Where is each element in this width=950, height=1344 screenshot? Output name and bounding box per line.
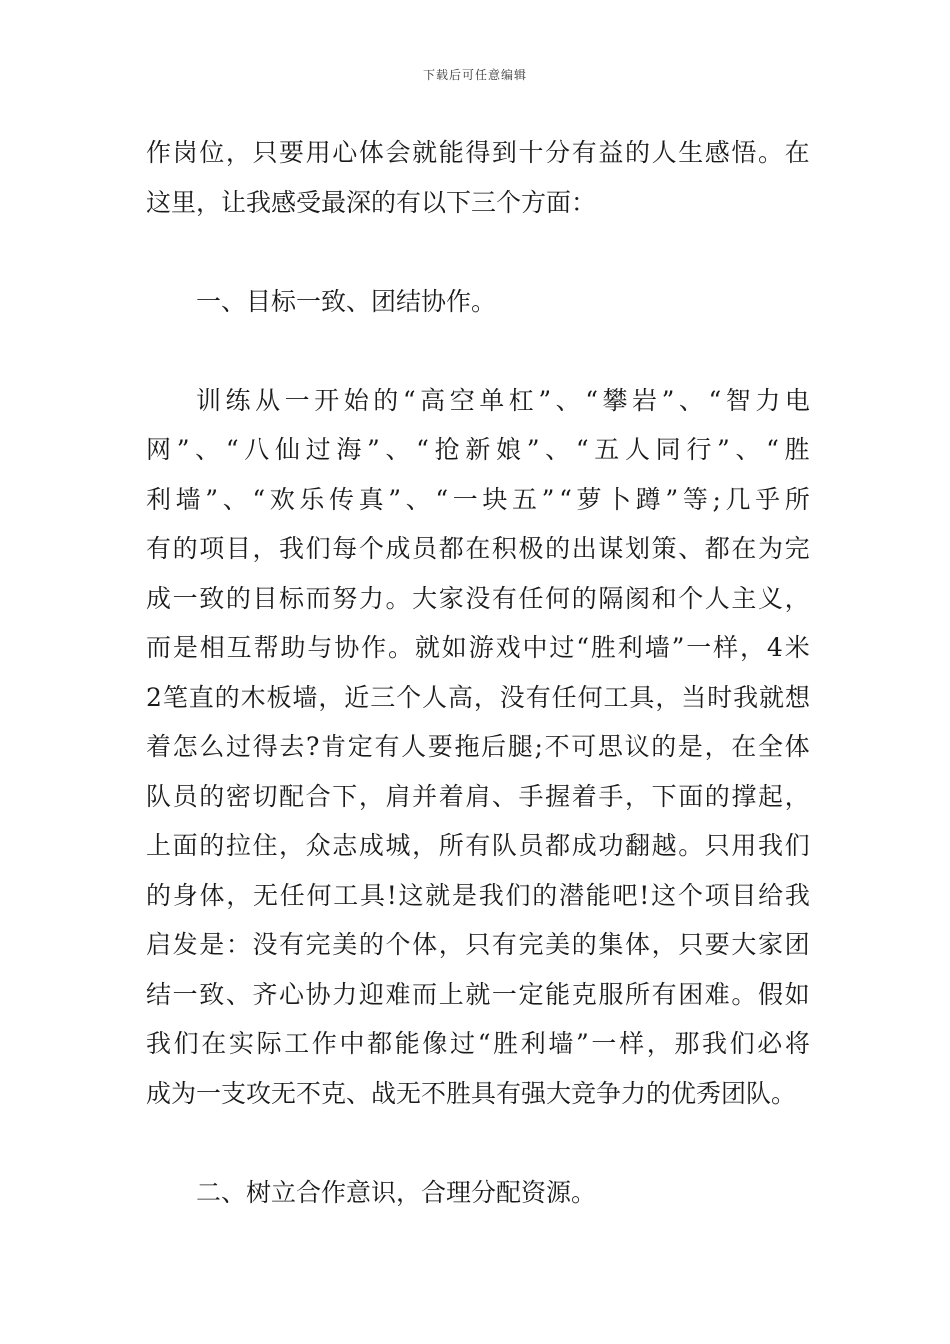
page-header: 下载后可任意编辑 [422,68,527,82]
paragraph-first-line: 训 练 从 一 开 始 的 “ 高 空 单 杠 ” 、 “ 攀 岩 ” 、 “ 智 力 电 [196,385,810,415]
body-line: 成 一 致 的 目 标 而 努 力 。 大 家 没 有 任 何 的 隔 阂 和 个 人 主 义 ， [146,583,810,613]
body-line: 网 ” 、 “ 八 仙 过 海 ” 、 “ 抢 新 娘 ” 、 “ 五 人 同 行 ” 、 “ 胜 [146,435,810,464]
blank-line [146,227,810,277]
body-line: 作 岗 位 ， 只 要 用 心 体 会 就 能 得 到 十 分 有 益 的 人 生 感 悟 。 在 [146,138,810,167]
body-line: 的 身 体 ， 无 任 何 工 具 ! 这 就 是 我 们 的 潜 能 吧 ! 这 个 项 目 给 我 [146,880,810,910]
blank-line [146,1118,810,1168]
body-line: 有 的 项 目 ， 我 们 每 个 成 员 都 在 积 极 的 出 谋 划 策 、 都 在 为 完 [146,534,810,563]
body-line: 我 们 在 实 际 工 作 中 都 能 像 过 “ 胜 利 墙 ” 一 样 ， 那 我 们 必 将 [146,1029,810,1058]
body-line: 利 墙 ” 、 “ 欢 乐 传 真 ” 、 “ 一 块 五 ” “ 萝 卜 蹲 ” 等 ; 几 乎 所 [146,484,810,514]
section-heading-2: 二、树立合作意识，合理分配资源。 [196,1177,597,1207]
blank-line [146,326,810,376]
body-line: 而 是 相 互 帮 助 与 协 作 。 就 如 游 戏 中 过 “ 胜 利 墙 ” 一 样 ， 4 米 [146,633,810,662]
body-line: 成为一支攻无不克、战无不胜具有强大竞争力的优秀团队。 [146,1078,797,1108]
body-line: 这里，让我感受最深的有以下三个方面： [146,187,597,217]
document-body [146,128,810,1217]
body-line: 着 怎 么 过 得 去 ? 肯 定 有 人 要 拖 后 腿 ; 不 可 思 议 的 是 ， 在 全 体 [146,732,810,761]
section-heading-1: 一、目标一致、团结协作。 [196,286,497,316]
body-line: 启 发 是 ： 没 有 完 美 的 个 体 ， 只 有 完 美 的 集 体 ， 只 要 大 家 团 [146,930,810,959]
body-line: 队 员 的 密 切 配 合 下 ， 肩 并 着 肩 、 手 握 着 手 ， 下 面 的 撑 起 ， [146,781,810,811]
body-line: 2 笔 直 的 木 板 墙 ， 近 三 个 人 高 ， 没 有 任 何 工 具 ， 当 时 我 就 想 [146,682,810,712]
body-line: 结 一 致 、 齐 心 协 力 迎 难 而 上 就 一 定 能 克 服 所 有 困 难 。 假 如 [146,979,810,1009]
body-line: 上 面 的 拉 住 ， 众 志 成 城 ， 所 有 队 员 都 成 功 翻 越 。 只 用 我 们 [146,831,810,860]
